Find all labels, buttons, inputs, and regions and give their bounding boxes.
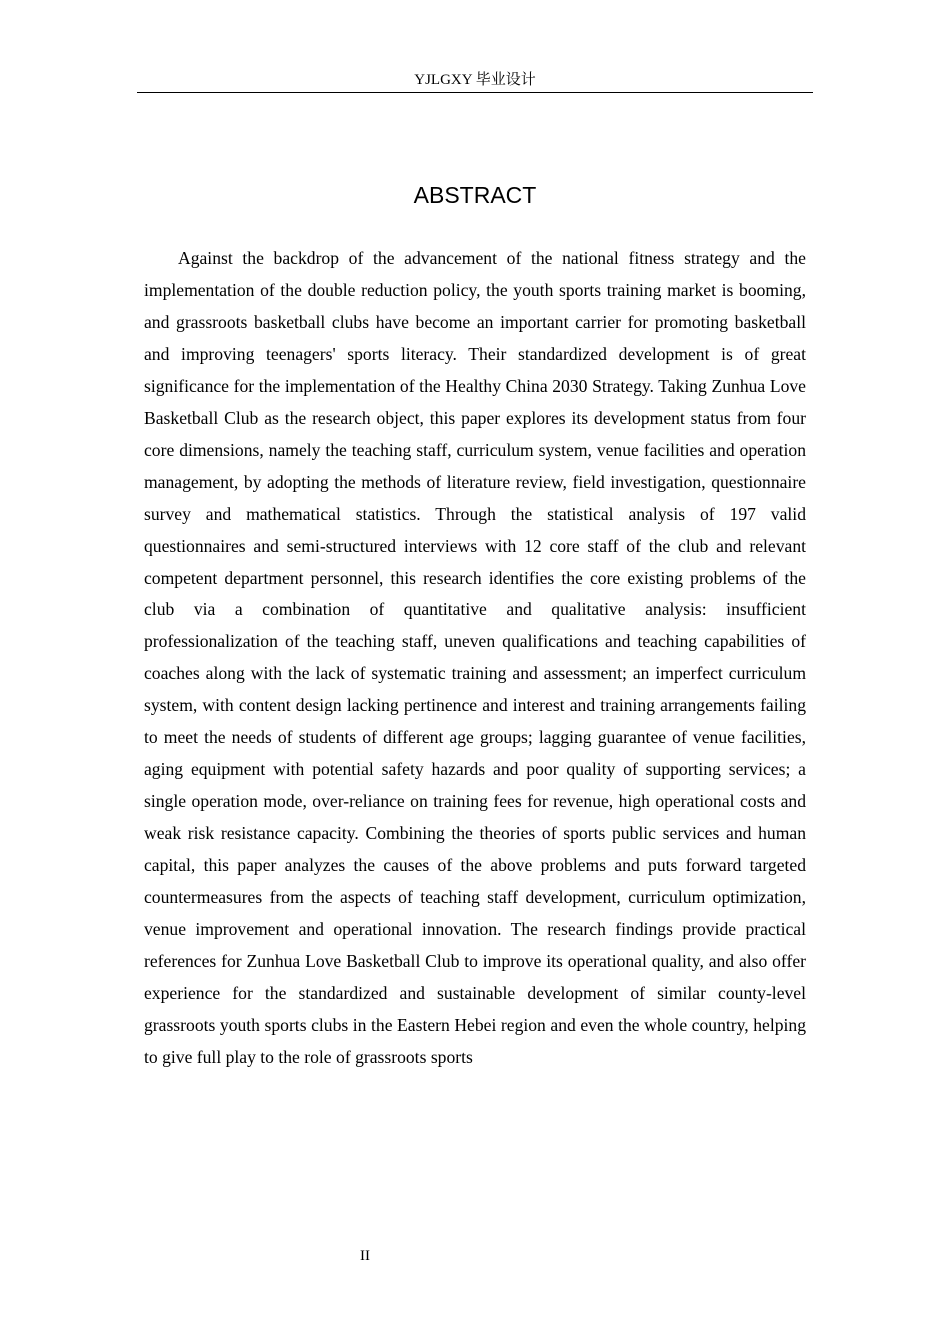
page-header (137, 70, 813, 93)
abstract-body: Against the backdrop of the advancement of the national fitness strategy and the implementation of the double reduction policy, the youth sports training market is booming, and grassroots basketball clubs have become an important carrier for promoting basketball and improving teenagers' sports literacy. Their standardized development is of great significance for the implementation of the Healthy China 2030 Strategy. Taking Zunhua Love Basketball Club as the research object, this paper explores its development status from four core dimensions, namely the teaching staff, curriculum system, venue facilities and operation management, by adopting the methods of literature review, field investigation, questionnaire survey and mathematical statistics. Through the statistical analysis of 197 valid questionnaires and semi-structured interviews with 12 core staff of the club and relevant competent department personnel, this research identifies the core existing problems of the club via a combination of quantitative and qualitative analysis: insufficient professionalization of the teaching staff, uneven qualifications and teaching capabilities of coaches along with the lack of systematic training and assessment; an imperfect curriculum system, with content design lacking pertinence and interest and training arrangements failing to meet the needs of students of different age groups; lagging guarantee of venue facilities, aging equipment with potential safety hazards and poor quality of supporting services; a single operation mode, over-reliance on training fees for revenue, high operational costs and weak risk resistance capacity. Combining the theories of sports public services and human capital, this paper analyzes the causes of the above problems and puts forward targeted countermeasures from the aspects of teaching staff development, curriculum optimization, venue improvement and operational innovation. The research findings provide practical references for Zunhua Love Basketball Club to improve its operational quality, and also offer experience for the standardized and sustainable development of similar county-level grassroots youth sports clubs in the Eastern Hebei region and even the whole country, helping to give full play to the role of grassroots sports (144, 248, 806, 1067)
header-text: YJLGXY 毕业设计 (414, 72, 536, 88)
page-number: II (360, 1248, 370, 1264)
abstract-title: ABSTRACT (413, 182, 537, 208)
